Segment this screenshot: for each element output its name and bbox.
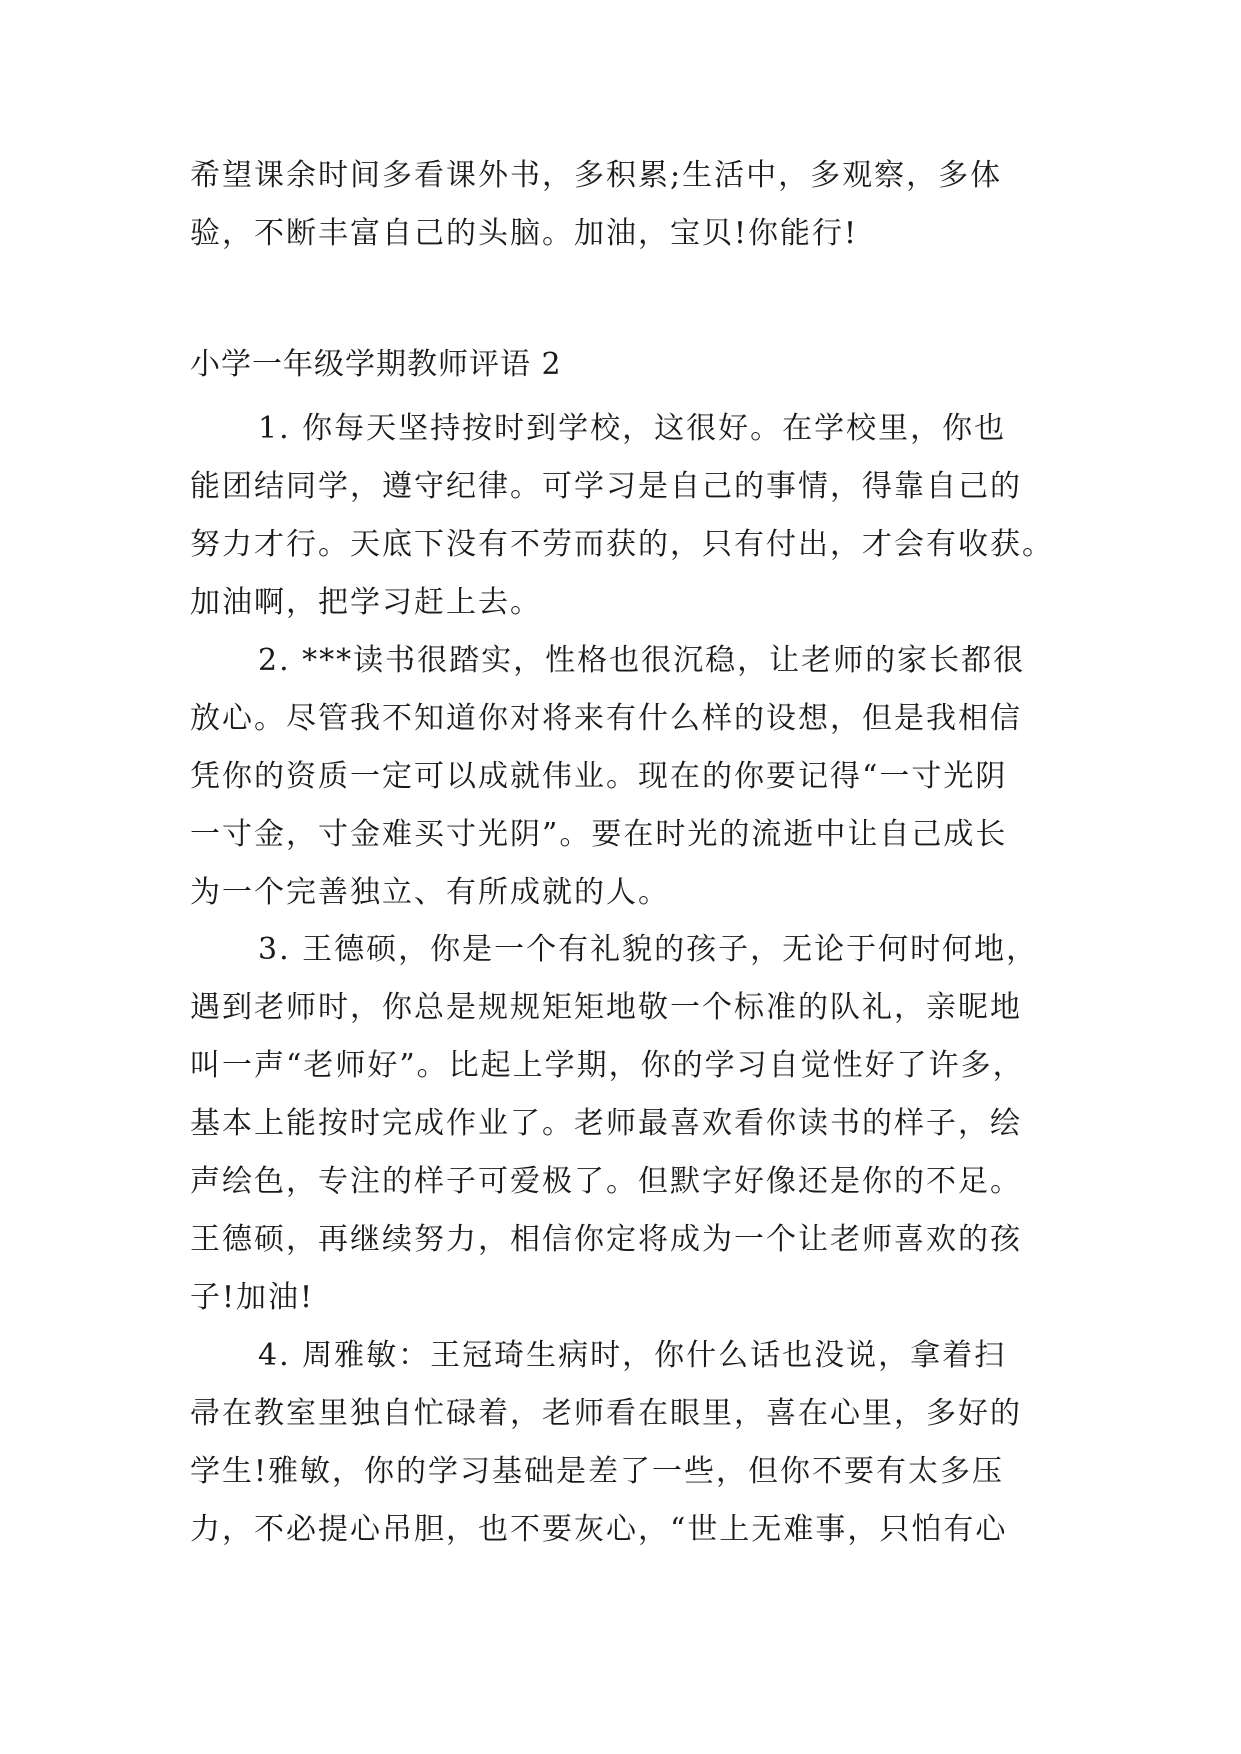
text-line: 3. 王德硕，你是一个有礼貌的孩子，无论于何时何地， [258, 932, 1039, 967]
text-line: 子!加油! [190, 1280, 315, 1315]
comment-item-4 [190, 1327, 1060, 1559]
text-line: 努力才行。天底下没有不劳而获的，只有付出，才会有收获。 [190, 527, 1054, 562]
text-line: 凭你的资质一定可以成就伟业。现在的你要记得“一寸光阴 [190, 759, 1008, 794]
comment-item-1 [190, 400, 1060, 632]
text-line: 学生!雅敏，你的学习基础是差了一些，但你不要有太多压 [190, 1454, 1005, 1489]
intro-paragraph [190, 147, 1060, 263]
text-line: 放心。尽管我不知道你对将来有什么样的设想，但是我相信 [190, 701, 1022, 736]
text-line: 验，不断丰富自己的头脑。加油，宝贝!你能行! [190, 216, 859, 251]
text-line: 王德硕，再继续努力，相信你定将成为一个让老师喜欢的孩 [190, 1222, 1022, 1257]
comment-item-2 [190, 632, 1060, 922]
section-title: 小学一年级学期教师评语 2 [190, 347, 562, 382]
text-line: 叫一声“老师好”。比起上学期，你的学习自觉性好了许多， [190, 1048, 1025, 1083]
text-line: 帚在教室里独自忙碌着，老师看在眼里，喜在心里，多好的 [190, 1396, 1022, 1431]
comment-item-3 [190, 921, 1060, 1327]
text-line: 能团结同学，遵守纪律。可学习是自己的事情，得靠自己的 [190, 469, 1022, 504]
text-line: 力，不必提心吊胆，也不要灰心，“世上无难事，只怕有心 [190, 1512, 1008, 1547]
text-line: 希望课余时间多看课外书，多积累;生活中，多观察，多体 [190, 158, 1003, 193]
text-line: 4. 周雅敏：王冠琦生病时，你什么话也没说，拿着扫 [258, 1338, 1007, 1373]
text-line: 1. 你每天坚持按时到学校，这很好。在学校里，你也 [258, 411, 1007, 446]
text-line: 一寸金，寸金难买寸光阴”。要在时光的流逝中让自己成长 [190, 817, 1008, 852]
text-line: 2. ***读书很踏实，性格也很沉稳，让老师的家长都很 [258, 643, 1026, 678]
text-line: 为一个完善独立、有所成就的人。 [190, 875, 670, 910]
text-line: 声绘色，专注的样子可爱极了。但默字好像还是你的不足。 [190, 1164, 1022, 1199]
text-line: 加油啊，把学习赶上去。 [190, 585, 542, 620]
text-line: 基本上能按时完成作业了。老师最喜欢看你读书的样子，绘 [190, 1106, 1022, 1141]
text-line: 遇到老师时，你总是规规矩矩地敬一个标准的队礼，亲昵地 [190, 990, 1022, 1025]
